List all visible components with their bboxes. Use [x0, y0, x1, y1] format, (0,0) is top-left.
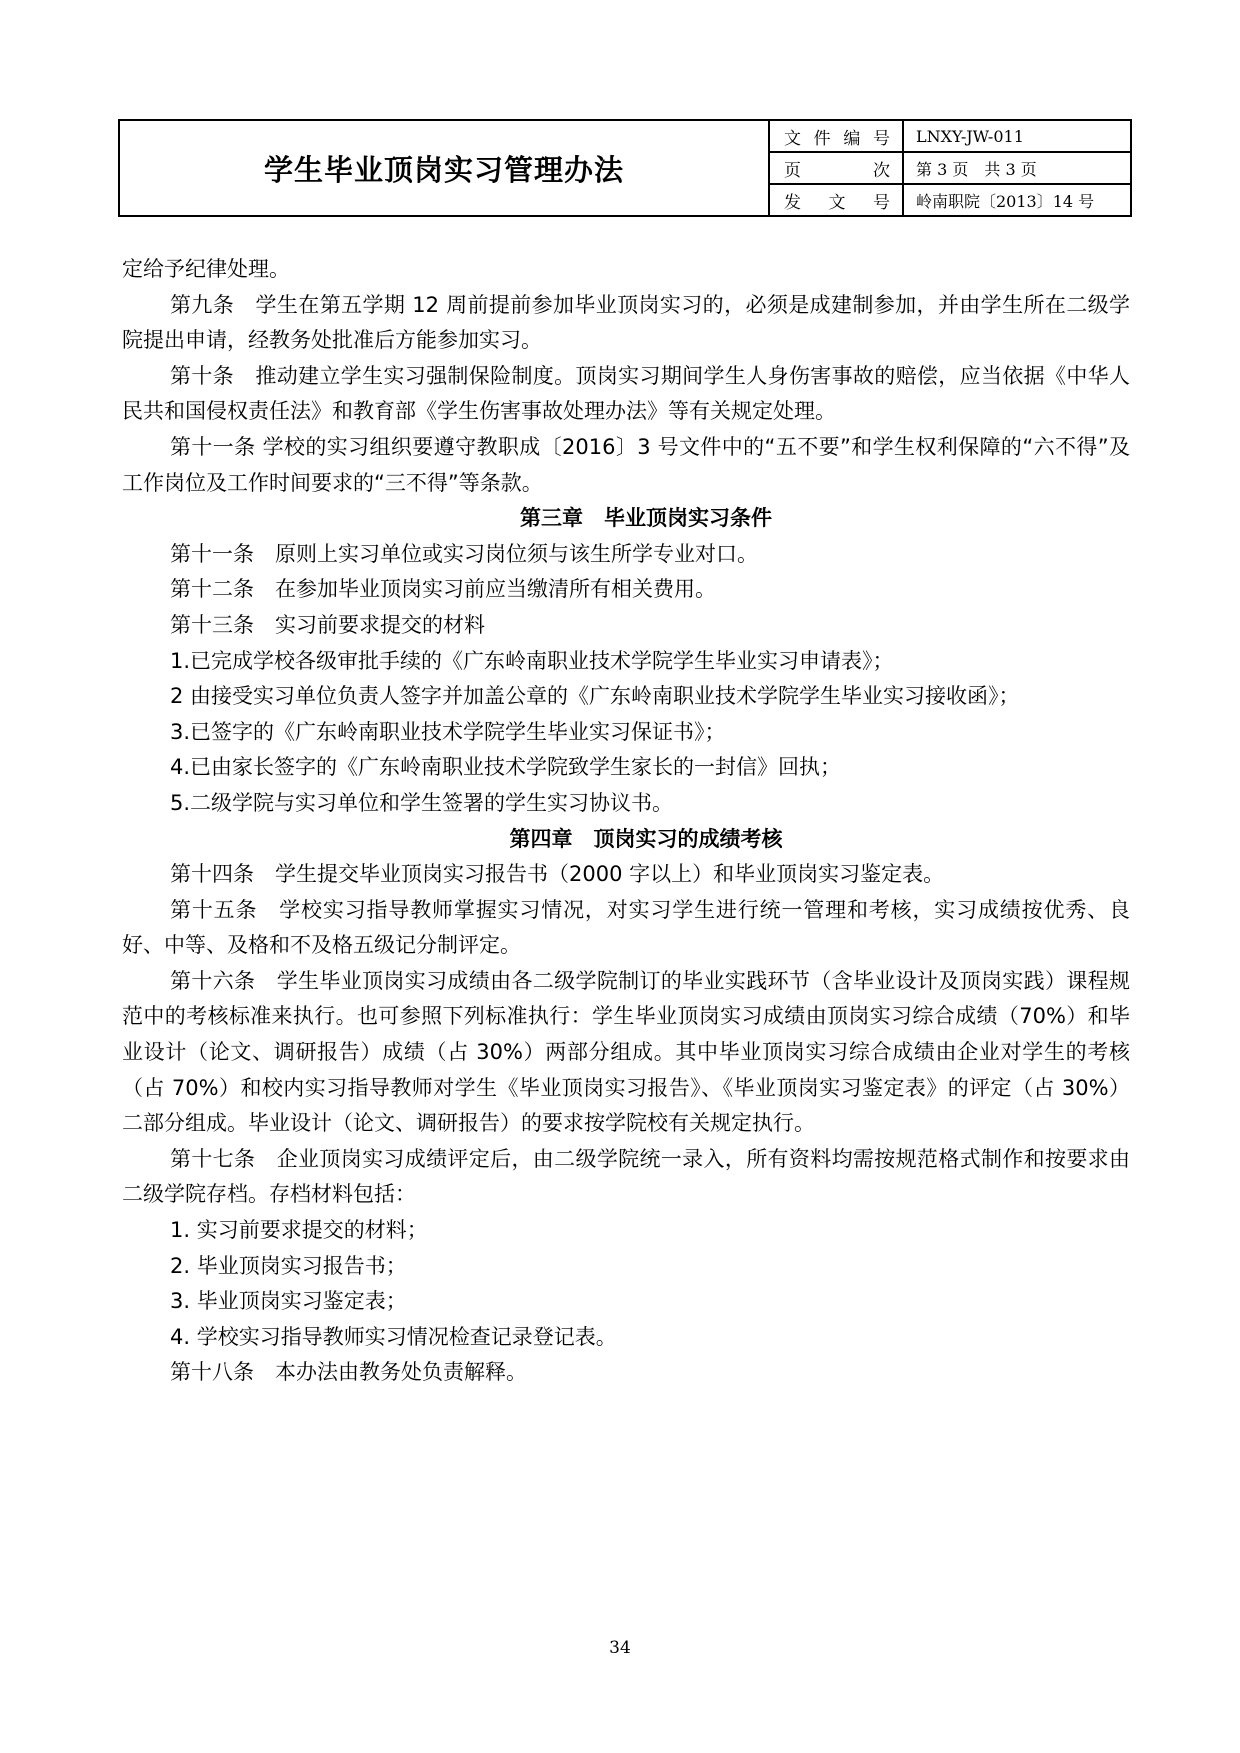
- document-header-table: [118, 119, 1132, 217]
- article-10: 第十条 推动建立学生实习强制保险制度。顶岗实习期间学生人身伤害事故的赔偿，应当依据《中华人民共和国侵权责任法》和教育部《学生伤害事故处理办法》等有关规定处理。: [122, 363, 1130, 424]
- article-15: 第十五条 学校实习指导教师掌握实习情况，对实习学生进行统一管理和考核，实习成绩按优秀、良好、中等、及格和不及格五级记分制评定。: [122, 897, 1130, 958]
- article-13: 第十三条 实习前要求提交的材料: [170, 612, 485, 637]
- archive-item-2: 2. 毕业顶岗实习报告书；: [170, 1253, 407, 1278]
- issue-number-label: 发文号: [769, 184, 903, 216]
- article-18: 第十八条 本办法由教务处负责解释。: [170, 1360, 527, 1385]
- file-number-label: 文件编号: [769, 120, 903, 152]
- document-body: [122, 252, 1130, 1391]
- chapter-3-heading: 第三章 毕业顶岗实习条件: [520, 506, 772, 531]
- material-item-2: 2 由接受实习单位负责人签字并加盖公章的《广东岭南职业技术学院学生毕业实习接收函》；: [170, 684, 1020, 709]
- page-label: 页次: [769, 152, 903, 184]
- article-9: 第九条 学生在第五学期 12 周前提前参加毕业顶岗实习的，必须是成建制参加，并由学生所在二级学院提出申请，经教务处批准后方能参加实习。: [122, 292, 1130, 353]
- article-17: 第十七条 企业顶岗实习成绩评定后，由二级学院统一录入，所有资料均需按规范格式制作和按要求由二级学院存档。存档材料包括：: [122, 1146, 1130, 1207]
- archive-item-4: 4. 学校实习指导教师实习情况检查记录登记表。: [170, 1324, 617, 1349]
- article-11-b: 第十一条 原则上实习单位或实习岗位须与该生所学专业对口。: [170, 541, 758, 566]
- document-title: 学生毕业顶岗实习管理办法: [119, 120, 769, 216]
- issue-number-value: 岭南职院〔2013〕14 号: [903, 184, 1131, 216]
- material-item-1: 1.已完成学校各级审批手续的《广东岭南职业技术学院学生毕业实习申请表》；: [170, 648, 894, 673]
- article-14: 第十四条 学生提交毕业顶岗实习报告书（2000 字以上）和毕业顶岗实习鉴定表。: [170, 862, 945, 887]
- file-number-value: LNXY-JW-011: [903, 120, 1131, 152]
- article-12: 第十二条 在参加毕业顶岗实习前应当缴清所有相关费用。: [170, 577, 716, 602]
- archive-item-1: 1. 实习前要求提交的材料；: [170, 1218, 428, 1243]
- material-item-4: 4.已由家长签字的《广东岭南职业技术学院致学生家长的一封信》回执；: [170, 755, 842, 780]
- article-11-a: 第十一条 学校的实习组织要遵守教职成〔2016〕3 号文件中的“五不要”和学生权利保障的“六不得”及工作岗位及工作时间要求的“三不得”等条款。: [122, 434, 1130, 495]
- paragraph-continuation: 定给予纪律处理。: [122, 257, 290, 281]
- page-value: 第 3 页 共 3 页: [903, 152, 1131, 184]
- material-item-5: 5.二级学院与实习单位和学生签署的学生实习协议书。: [170, 790, 674, 815]
- page-number: 34: [609, 1638, 631, 1658]
- chapter-4-heading: 第四章 顶岗实习的成绩考核: [509, 826, 783, 851]
- archive-item-3: 3. 毕业顶岗实习鉴定表；: [170, 1289, 407, 1314]
- article-16: 第十六条 学生毕业顶岗实习成绩由各二级学院制订的毕业实践环节（含毕业设计及顶岗实践）课程规范中的考核标准来执行。也可参照下列标准执行：学生毕业顶岗实习成绩由顶岗实习综合成绩（70%）和毕业设计（论文、调研报告）成绩（占 30%）两部分组成。其中毕业顶岗实习综合成绩由企业对学生的考核（占 70%）和校内实习指导教师对学生《毕业顶岗实习报告》、《毕业顶岗实习鉴定表》的评定（占 30%）二部分组成。毕业设计（论文、调研报告）的要求按学院校有关规定执行。: [122, 968, 1130, 1136]
- material-item-3: 3.已签字的《广东岭南职业技术学院学生毕业实习保证书》；: [170, 719, 726, 744]
